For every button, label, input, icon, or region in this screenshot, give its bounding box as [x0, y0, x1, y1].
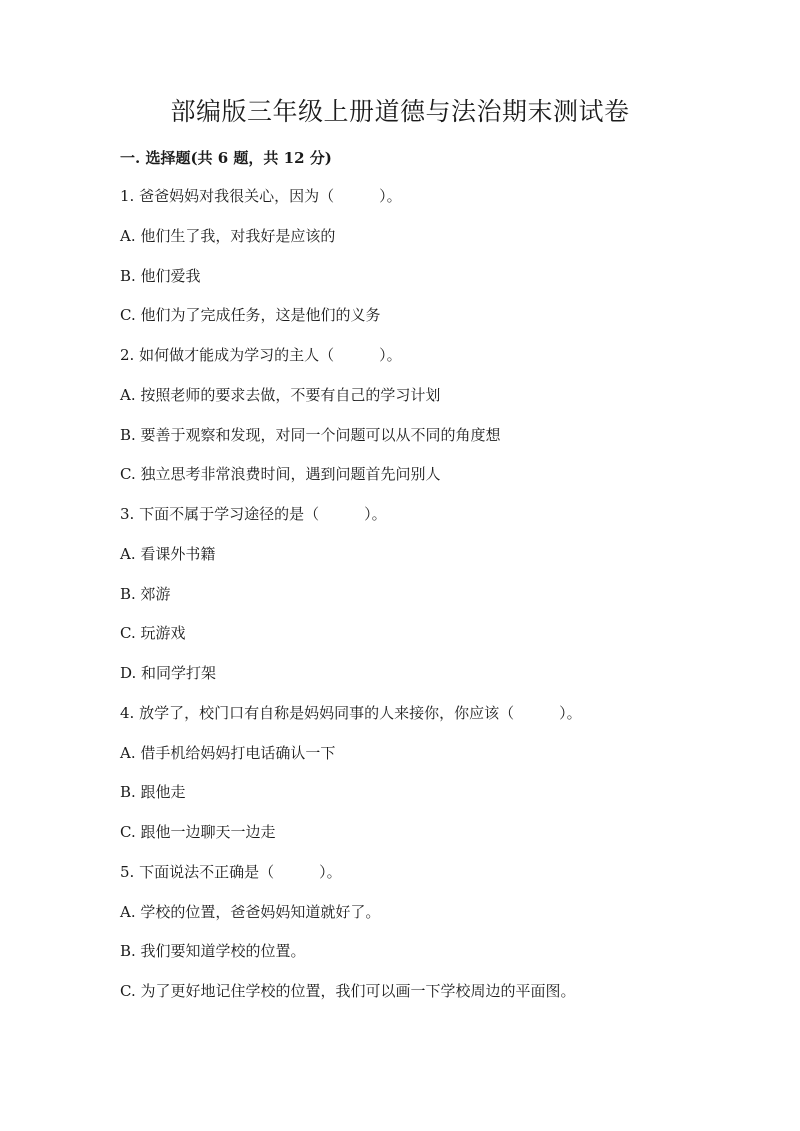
- question-list: [120, 182, 740, 1017]
- question-line: C. 为了更好地记住学校的位置，我们可以画一下学校周边的平面图。: [120, 982, 576, 1000]
- section-heading: 一. 选择题(共 6 题，共 12 分): [120, 149, 332, 167]
- question-line: A. 看课外书籍: [120, 544, 216, 563]
- question-line: C. 玩游戏: [120, 624, 186, 643]
- question-line: B. 跟他走: [120, 783, 186, 802]
- question-line: A. 按照老师的要求去做，不要有自己的学习计划: [120, 385, 441, 404]
- question-line: B. 他们爱我: [120, 266, 201, 285]
- question-line: B. 要善于观察和发现，对同一个问题可以从不同的角度想: [120, 425, 501, 444]
- question-line: C. 他们为了完成任务，这是他们的义务: [120, 306, 381, 325]
- question-line: A. 学校的位置，爸爸妈妈知道就好了。: [120, 902, 381, 921]
- question-line: C. 跟他一边聊天一边走: [120, 823, 276, 841]
- question-line: 5. 下面说法不正确是（ ）。: [120, 862, 342, 881]
- question-line: 2. 如何做才能成为学习的主人（ ）。: [120, 346, 402, 364]
- question-line: 4. 放学了，校门口有自称是妈妈同事的人来接你，你应该（ ）。: [120, 703, 582, 722]
- question-line: A. 借手机给妈妈打电话确认一下: [120, 743, 336, 762]
- question-line: C. 独立思考非常浪费时间，遇到问题首先问别人: [120, 465, 441, 484]
- question-line: 3. 下面不属于学习途径的是（ ）。: [120, 505, 387, 523]
- question-line: D. 和同学打架: [120, 664, 217, 682]
- document-title: 部编版三年级上册道德与法治期末测试卷: [170, 97, 630, 126]
- question-line: B. 我们要知道学校的位置。: [120, 942, 306, 961]
- question-line: 1. 爸爸妈妈对我很关心，因为（ ）。: [120, 187, 402, 205]
- question-line: A. 他们生了我，对我好是应该的: [120, 226, 336, 245]
- question-line: B. 郊游: [120, 584, 171, 603]
